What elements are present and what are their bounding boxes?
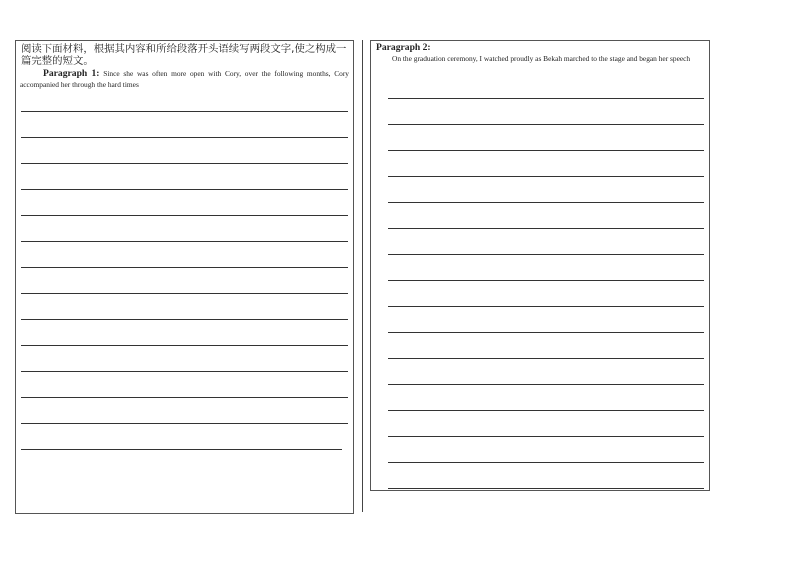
answer-line[interactable] — [21, 371, 348, 372]
answer-line[interactable] — [21, 189, 348, 190]
answer-line[interactable] — [21, 319, 348, 320]
answer-line[interactable] — [21, 293, 348, 294]
answer-line[interactable] — [388, 410, 704, 411]
paragraph-2-prompt — [376, 54, 704, 65]
answer-line[interactable] — [21, 449, 342, 450]
answer-line[interactable] — [21, 215, 348, 216]
paragraph-1-label: Paragraph 1: — [43, 68, 100, 79]
paragraph-1-text: Since she was often more open with Cory, over the following months, Cory accompanied her through the hard times — [20, 69, 349, 89]
answer-line[interactable] — [388, 202, 704, 203]
answer-line[interactable] — [388, 358, 704, 359]
answer-line[interactable] — [388, 306, 704, 307]
answer-line[interactable] — [388, 124, 704, 125]
answer-line[interactable] — [21, 137, 348, 138]
answer-line[interactable] — [21, 345, 348, 346]
answer-line[interactable] — [388, 150, 704, 151]
paragraph-2-label: Paragraph 2: — [376, 42, 431, 53]
answer-line[interactable] — [388, 488, 704, 489]
answer-line[interactable] — [21, 111, 348, 112]
answer-line[interactable] — [388, 462, 704, 463]
answer-line[interactable] — [388, 254, 704, 255]
right-writing-panel — [370, 40, 710, 491]
answer-line[interactable] — [388, 228, 704, 229]
answer-line[interactable] — [388, 384, 704, 385]
answer-line[interactable] — [388, 280, 704, 281]
answer-line[interactable] — [21, 241, 348, 242]
answer-line[interactable] — [21, 163, 348, 164]
left-writing-panel — [15, 40, 354, 514]
answer-line[interactable] — [388, 332, 704, 333]
paragraph-1-prompt — [20, 69, 349, 90]
answer-line[interactable] — [21, 267, 348, 268]
answer-line[interactable] — [388, 436, 704, 437]
page-divider — [362, 40, 363, 512]
answer-line[interactable] — [388, 98, 704, 99]
answer-line[interactable] — [21, 397, 348, 398]
answer-line[interactable] — [388, 176, 704, 177]
paragraph-2-text: On the graduation ceremony, I watched proudly as Bekah marched to the stage and began her speech — [392, 54, 691, 63]
instructions: 阅读下面材料，根据其内容和所给段落开头语续写两段文字,使之构成一篇完整的短文。 — [21, 43, 347, 68]
answer-line[interactable] — [21, 423, 348, 424]
